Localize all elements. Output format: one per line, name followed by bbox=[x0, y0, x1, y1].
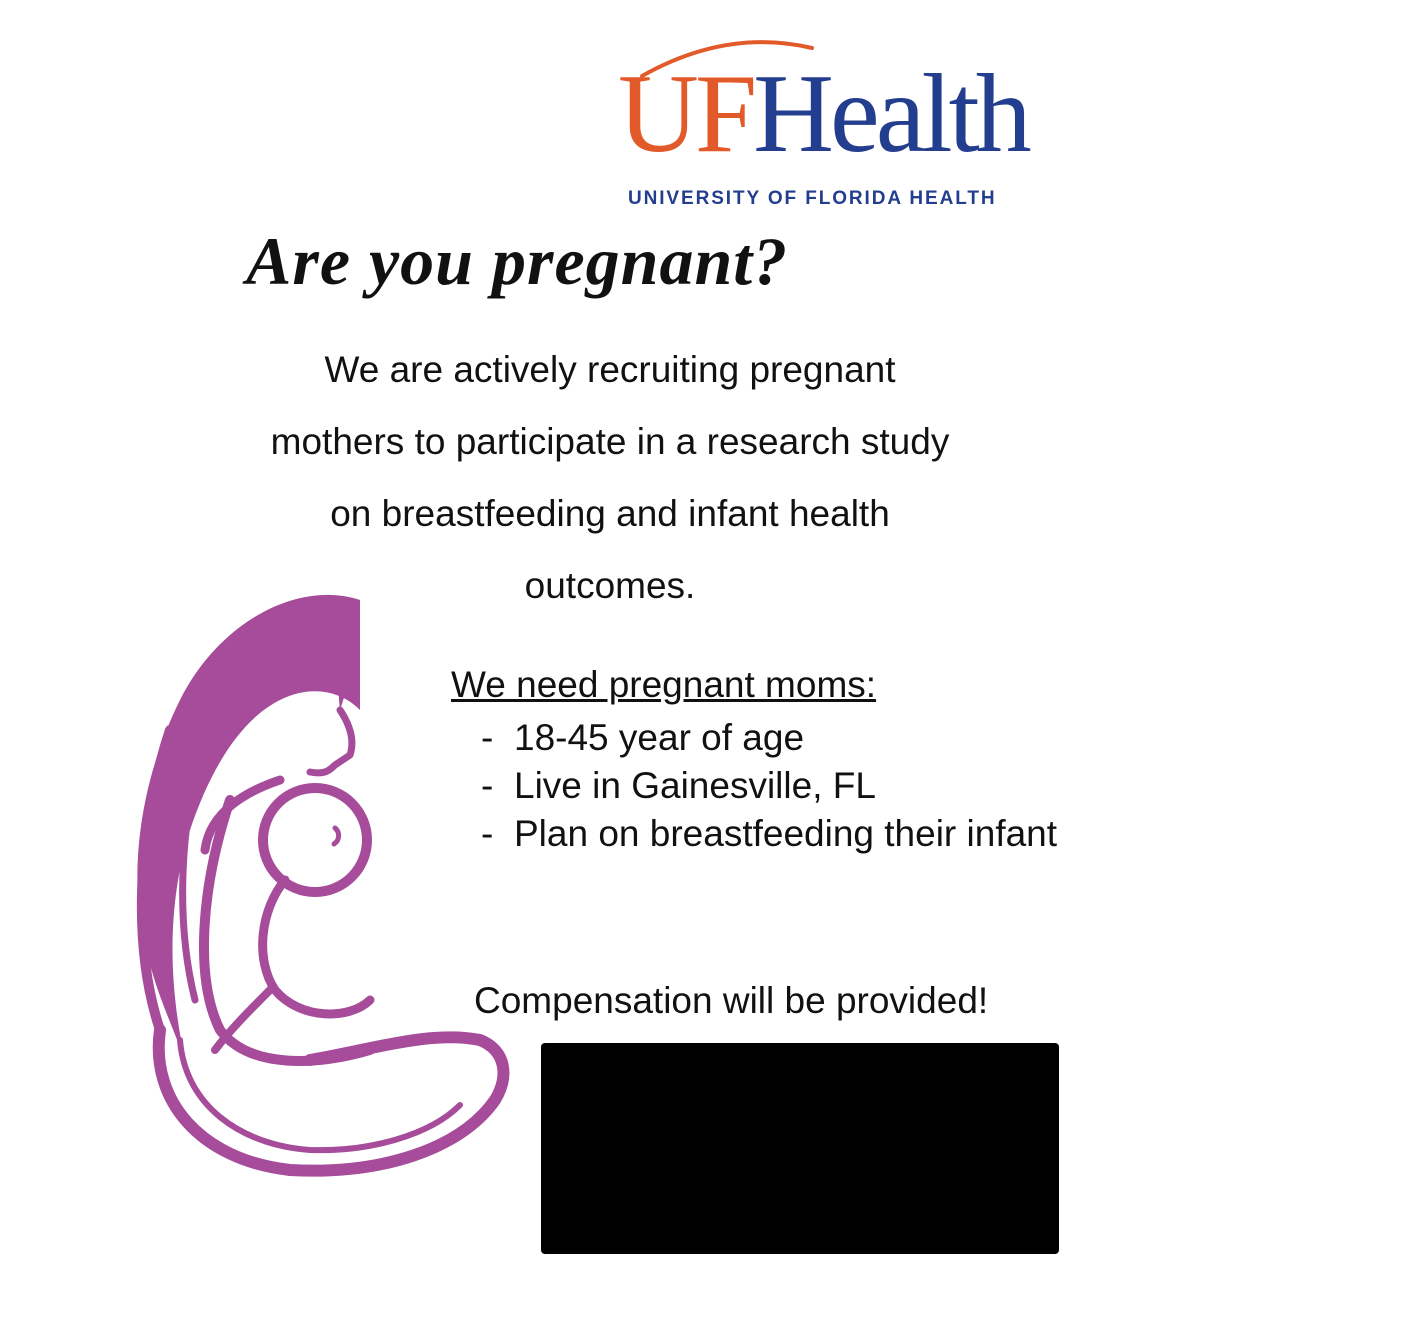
requirement-item: - Plan on breastfeeding their infant bbox=[481, 810, 1074, 858]
headline: Are you pregnant? bbox=[246, 223, 789, 299]
intro-line: mothers to participate in a research study bbox=[270, 421, 950, 462]
requirements-heading: We need pregnant moms: bbox=[451, 664, 877, 705]
mother-breastfeeding-icon bbox=[110, 560, 530, 1210]
requirements-list bbox=[481, 714, 1074, 858]
intro-line: We are actively recruiting pregnant bbox=[324, 349, 896, 390]
intro-line: on breastfeeding and infant health bbox=[330, 493, 890, 534]
compensation-text: Compensation will be provided! bbox=[474, 980, 989, 1021]
logo-uf-text: UF bbox=[618, 52, 754, 176]
requirement-item: - Live in Gainesville, FL bbox=[481, 762, 1074, 810]
logo-health-text: Health bbox=[753, 52, 1028, 176]
logo-wordmark bbox=[618, 52, 1028, 176]
intro-line: outcomes. bbox=[524, 565, 696, 606]
uf-health-logo bbox=[612, 28, 1052, 209]
requirement-item: - 18-45 year of age bbox=[481, 714, 1074, 762]
redacted-contact-block bbox=[541, 1043, 1059, 1254]
logo-subtitle: UNIVERSITY OF FLORIDA HEALTH bbox=[628, 188, 997, 209]
